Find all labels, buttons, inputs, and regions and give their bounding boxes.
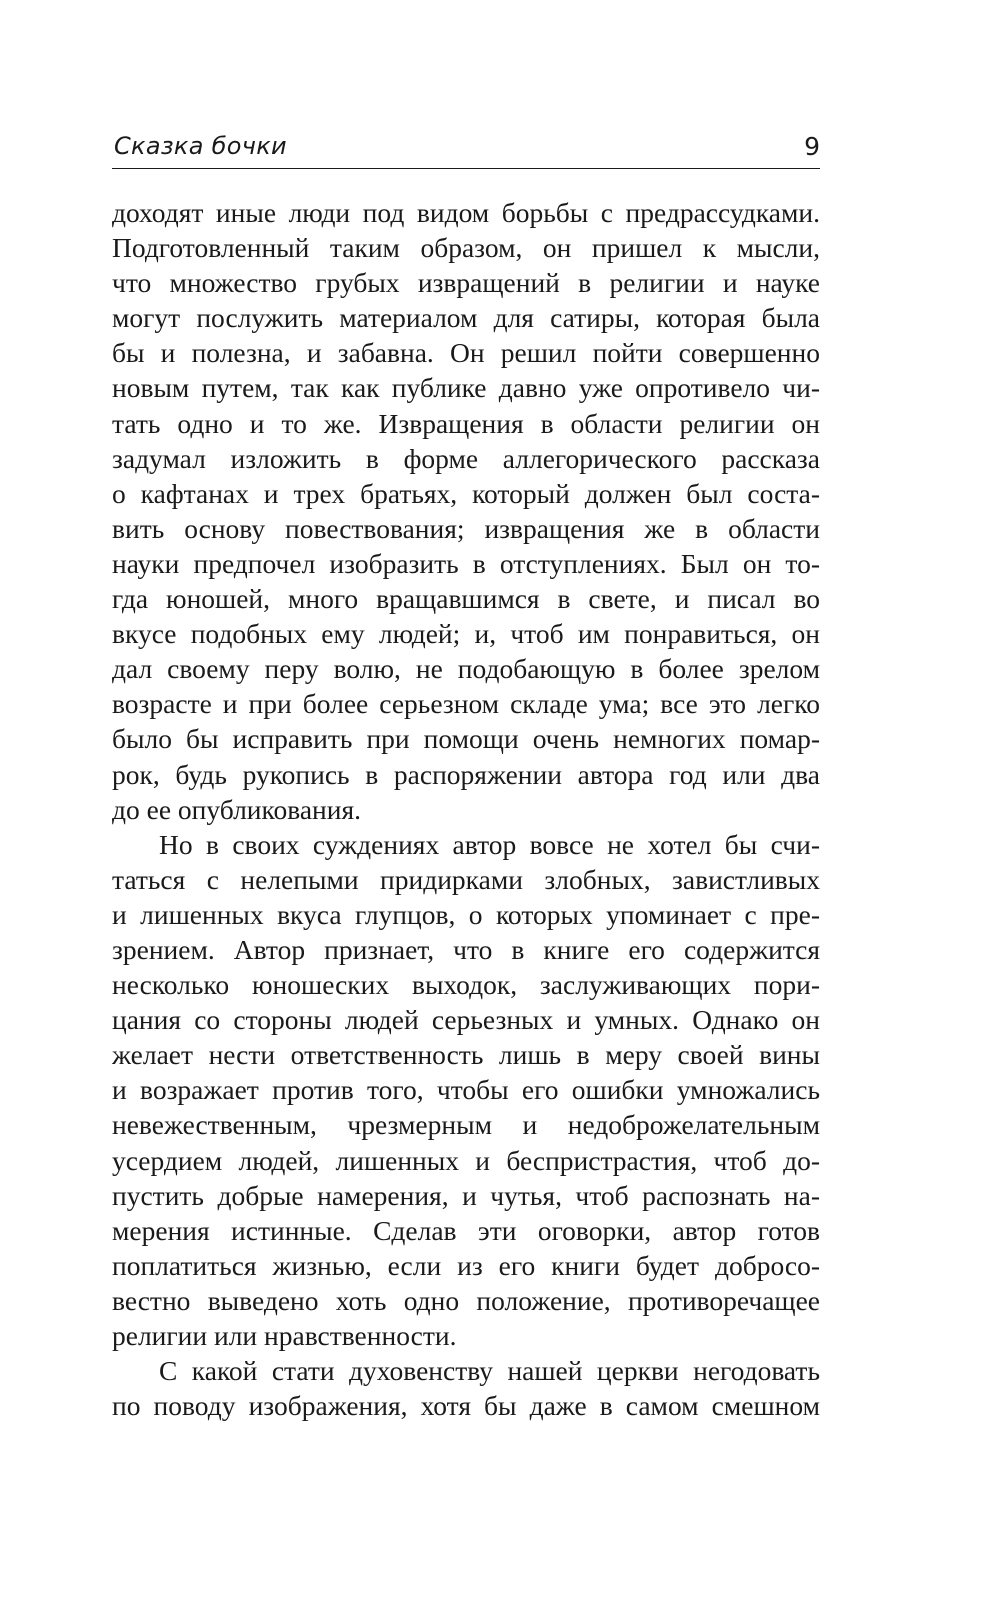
text-line: невежественным, чрезмерным и недоброжелательным — [112, 1109, 820, 1141]
text-line: цания со стороны людей серьезных и умных. Однако он — [112, 1004, 820, 1036]
text-line: вить основу повествования; извращения же в области — [112, 512, 820, 544]
running-head — [112, 132, 820, 169]
text-line: что множество грубых извращений в религии и науке — [112, 267, 820, 299]
text-line: гда юношей, много вращавшимся в свете, и писал во — [112, 583, 820, 615]
page-number: 9 — [804, 132, 820, 161]
text-line: пустить добрые намерения, и чутья, чтоб распознать на- — [112, 1179, 820, 1211]
text-line: Подготовленный таким образом, он пришел к мысли, — [112, 232, 820, 264]
running-title: Сказка бочки — [114, 132, 287, 160]
body-text — [112, 195, 820, 1423]
text-line: несколько юношеских выходок, заслуживающих пори- — [112, 969, 820, 1001]
text-line: вкусе подобных ему людей; и, чтоб им понравиться, он — [112, 618, 820, 650]
text-line: задумал изложить в форме аллегорического рассказа — [112, 442, 820, 474]
text-line: науки предпочел изобразить в отступлениях. Был он то- — [112, 547, 820, 579]
text-line: о кафтанах и трех братьях, который должен был соста- — [112, 477, 820, 509]
text-line: вестно выведено хоть одно положение, противоречащее — [112, 1284, 820, 1316]
text-line: новым путем, так как публике давно уже опротивело чи- — [112, 372, 820, 404]
text-line: таться с нелепыми придирками злобных, завистливых — [112, 863, 820, 895]
text-line: усердием людей, лишенных и беспристрастия, чтоб до- — [112, 1144, 820, 1176]
text-line: мерения истинные. Сделав эти оговорки, автор готов — [112, 1214, 820, 1246]
text-line: религии или нравственности. — [112, 1320, 457, 1351]
text-line: зрением. Автор признает, что в книге его содержится — [112, 933, 820, 965]
text-line: желает нести ответственность лишь в меру своей вины — [112, 1039, 820, 1071]
text-line: тать одно и то же. Извращения в области религии он — [112, 407, 820, 439]
text-line: могут послужить материалом для сатиры, которая была — [112, 302, 820, 334]
text-line: и лишенных вкуса глупцов, о которых упоминает с пре- — [112, 898, 820, 930]
text-line: было бы исправить при помощи очень немногих помар- — [112, 723, 820, 755]
text-line: по поводу изображения, хотя бы даже в самом смешном — [112, 1390, 820, 1422]
text-line: дал своему перу волю, не подобающую в более зрелом — [112, 653, 820, 685]
paragraph-1 — [112, 195, 820, 827]
text-line: С какой стати духовенству нашей церкви негодовать — [159, 1355, 820, 1387]
text-line: возрасте и при более серьезном складе ума; все это легко — [112, 688, 820, 720]
paragraph-3 — [112, 1353, 820, 1423]
text-line: до ее опубликования. — [112, 793, 362, 825]
text-line: бы и полезна, и забавна. Он решил пойти совершенно — [112, 337, 820, 369]
text-line: доходят иные люди под видом борьбы с предрассудками. — [112, 197, 820, 228]
text-line: рок, будь рукопись в распоряжении автора год или два — [112, 758, 820, 790]
text-line: Но в своих суждениях автор вовсе не хотел бы счи- — [159, 828, 820, 860]
paragraph-2 — [112, 827, 820, 1353]
text-line: поплатиться жизнью, если из его книги будет добросо- — [112, 1249, 820, 1281]
text-line: и возражает против того, чтобы его ошибки умножались — [112, 1074, 820, 1106]
